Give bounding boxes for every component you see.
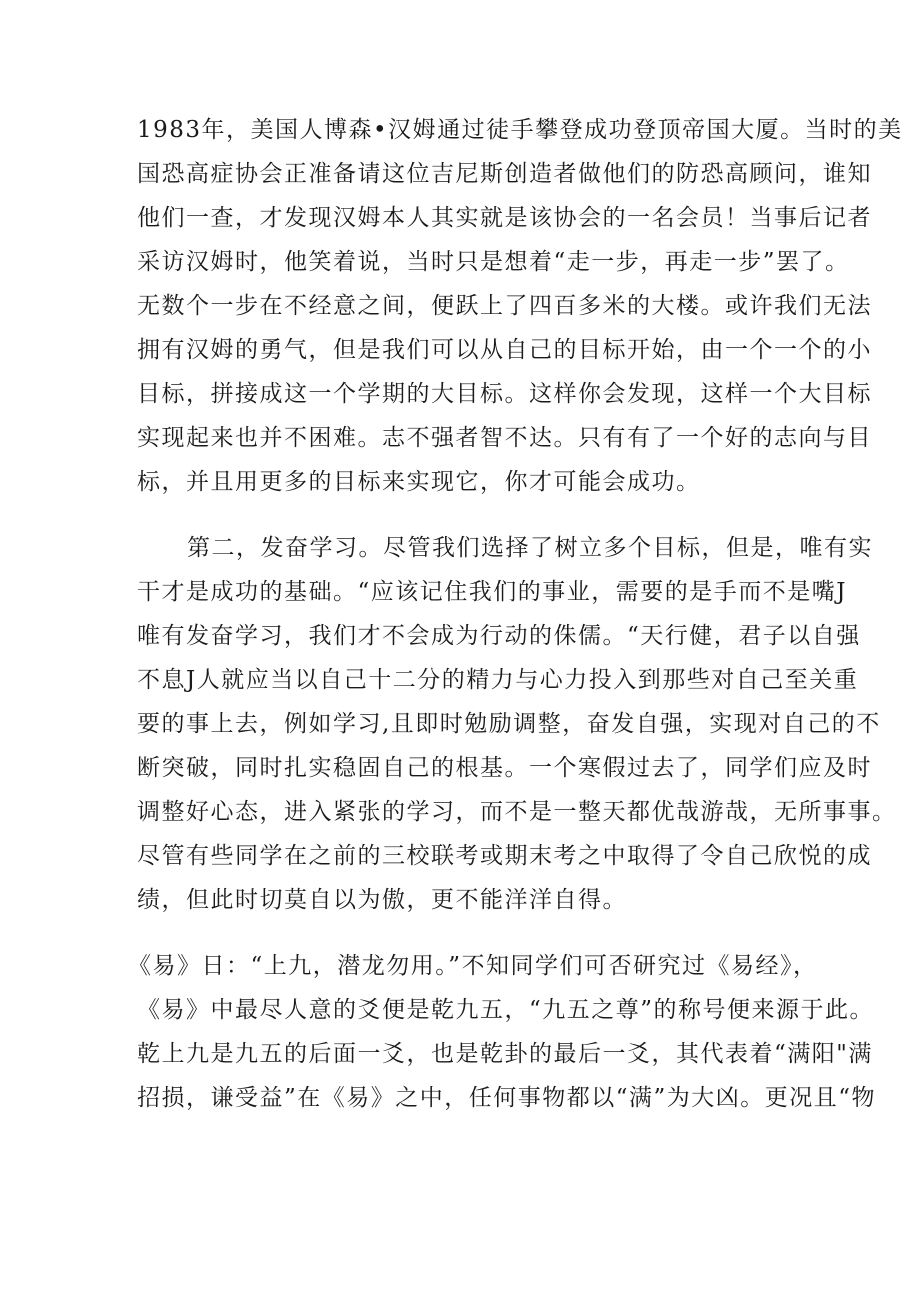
text-line: 国恐高症协会正准备请这位吉尼斯创造者做他们的防恐高顾问，谁知 [137, 161, 872, 187]
text-line: 绩，但此时切莫自以为傲，更不能洋洋自得。 [137, 887, 627, 913]
text-line: 要的事上去，例如学习,且即时勉励调整，奋发自强，实现对自己的不 [137, 711, 881, 737]
text-line: 不息J人就应当以自己十二分的精力与心力投入到那些对自己至关重 [137, 667, 859, 693]
text-line: 采访汉姆时，他笑着说，当时只是想着“走一步，再走一步”罢了。 [137, 249, 850, 275]
text-line: 他们一查，才发现汉姆本人其实就是该协会的一名会员！当事后记者 [137, 205, 872, 231]
text-line: 《易》日：“上九，潜龙勿用。”不知同学们可否研究过《易经》， [128, 953, 818, 979]
text-line: 断突破，同时扎实稳固自己的根基。一个寒假过去了，同学们应及时 [137, 755, 872, 781]
text-line: 第二，发奋学习。尽管我们选择了树立多个目标，但是，唯有实 [187, 535, 873, 561]
text-line: 干才是成功的基础。“应该记住我们的事业，需要的是手而不是嘴J [137, 579, 847, 605]
text-line: 《易》中最尽人意的爻便是乾九五，“九五之尊”的称号便来源于此。 [137, 997, 875, 1023]
text-line: 拥有汉姆的勇气，但是我们可以从自己的目标开始，由一个一个的小 [137, 337, 872, 363]
text-line: 尽管有些同学在之前的三校联考或期末考之中取得了令自己欣悦的成 [137, 843, 872, 869]
text-line: 乾上九是九五的后面一爻，也是乾卦的最后一爻，其代表着“满阳"满 [137, 1041, 873, 1067]
text-line: 无数个一步在不经意之间，便跃上了四百多米的大楼。或许我们无法 [137, 293, 872, 319]
text-line: 唯有发奋学习，我们才不会成为行动的侏儒。“天行健，君子以自强 [137, 623, 861, 649]
text-line: 调整好心态，进入紧张的学习，而不是一整天都优哉游哉，无所事事。 [137, 799, 897, 825]
text-line: 实现起来也并不困难。志不强者智不达。只有有了一个好的志向与目 [137, 425, 872, 451]
text-line: 1983年，美国人博森•汉姆通过徒手攀登成功登顶帝国大厦。当时的美 [137, 117, 903, 143]
text-line: 标，并且用更多的目标来实现它，你才可能会成功。 [137, 469, 701, 495]
text-line: 目标，拼接成这一个学期的大目标。这样你会发现，这样一个大目标 [137, 381, 872, 407]
text-line: 招损，谦受益”在《易》之中，任何事物都以“满”为大凶。更况且“物 [137, 1085, 877, 1111]
